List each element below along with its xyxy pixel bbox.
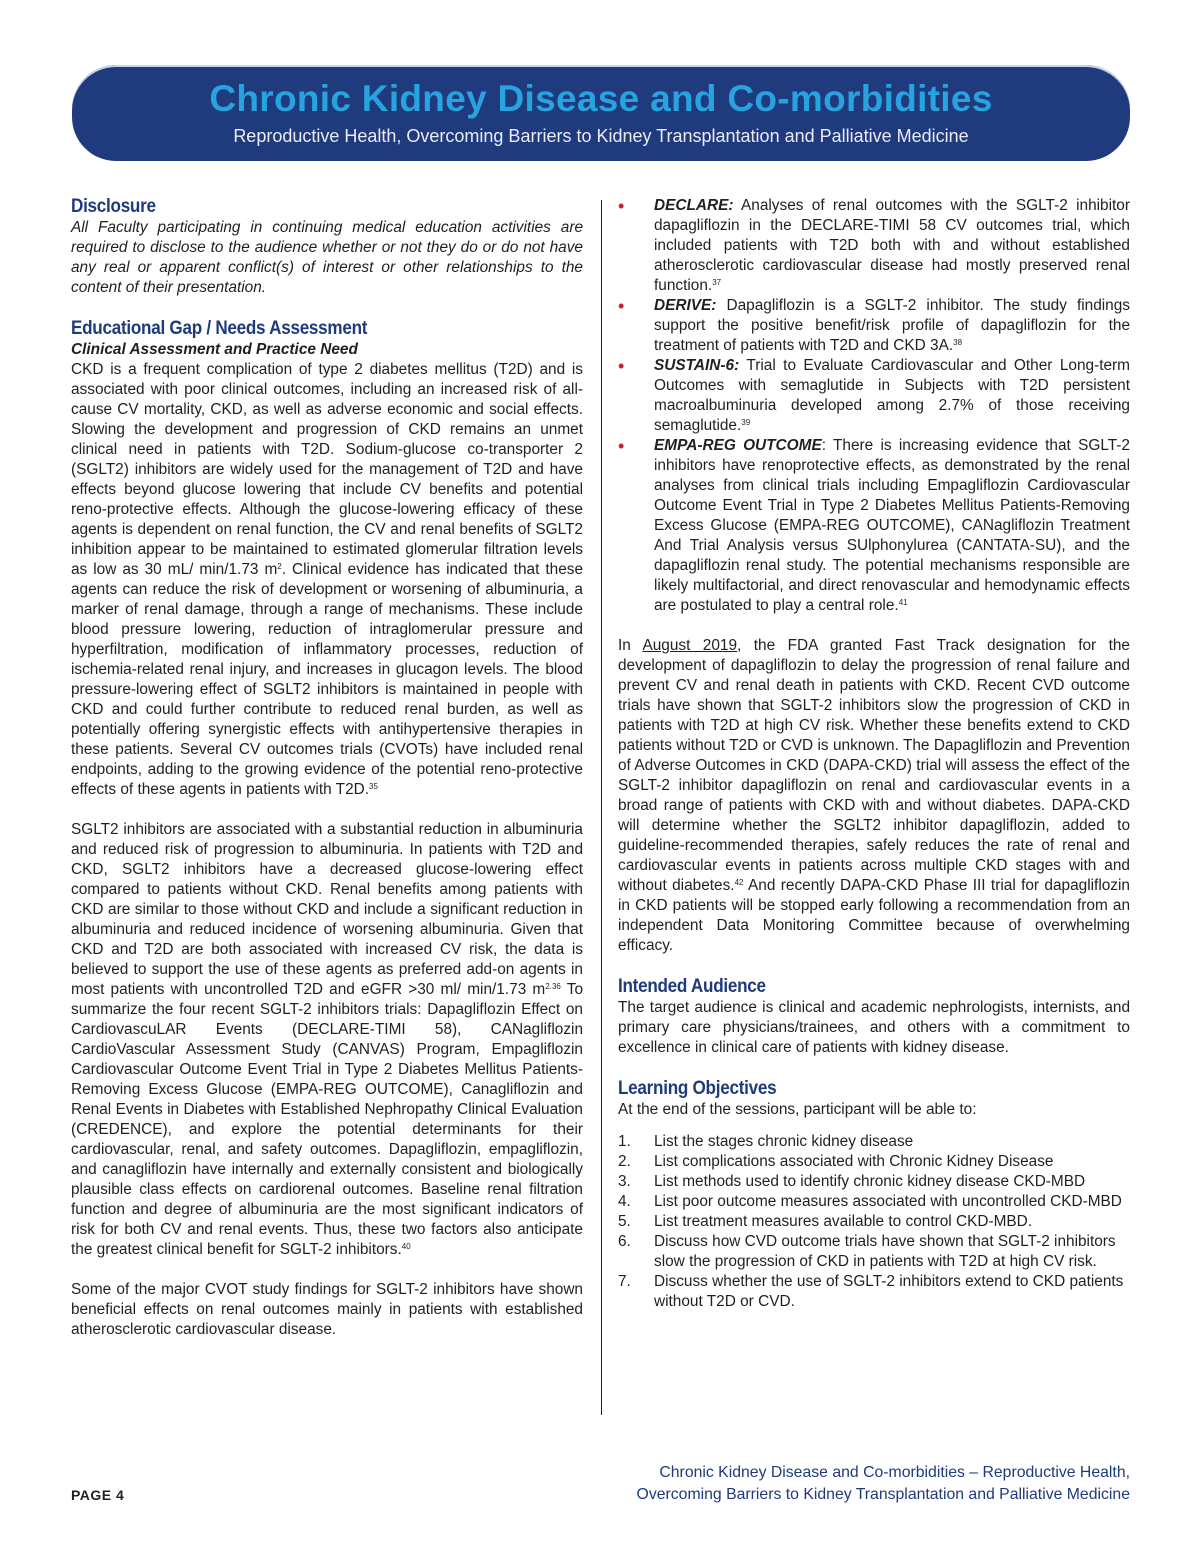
gap-heading: Educational Gap / Needs Assessment [71,318,368,339]
list-item: 7. Discuss whether the use of SGLT-2 inhibitors extend to CKD patients without T2D or CVD. [618,1273,1124,1310]
footer-line-1: Chronic Kidney Disease and Co-morbidities – Reproductive Health, [659,1464,1130,1481]
audience-heading: Intended Audience [618,976,766,997]
fda-paragraph: In August 2019, the FDA granted Fast Track designation for the development of dapagliflozin to delay the progression of renal failure and prevent CV and renal death in patients with CKD. Recent CVD outcome trials have shown that SGLT-2 inhibitors slow the progression of CKD in patients with T2D at high CV risk. Whether these benefits extend to CKD patients without T2D or CVD is unknown. The Dapagliflozin and Prevention of Adverse Outcomes in CKD (DAPA-CKD) trial will assess the effect of the SGLT-2 inhibitor dapagliflozin on renal and cardiovascular events in a broad range of patients with CKD with and without diabetes. DAPA-CKD will determine whether the SGLT2 inhibitor dapagliflozin, added to guideline-recommended therapies, safely reduces the rate of renal and cardiovascular events in patients across multiple CKD stages with and without diabetes.$^{42}$ And recently DAPA-CKD Phase III trial for dapagliflozin in CKD patients will be stopped early following a recommendation from an independent Data Monitoring Committee because of overwhelming efficacy. [618,637,1130,954]
august-2019-link[interactable]: August 2019 [642,637,738,654]
list-item: • SUSTAIN-6: Trial to Evaluate Cardiovascular and Other Long-term Outcomes with semaglutide in Subjects with T2D persistent macroalbuminuria developed among 2.7% of those receiving semaglutide.$^{39}$ [618,356,1130,436]
disclosure-text: All Faculty participating in continuing medical education activities are required to disclose to the audience whether or not they do or do not have any real or apparent conflict(s) of interest or other relationships to the content of their presentation. [71,219,583,296]
right-column [618,196,1130,1312]
disclosure-heading: Disclosure [71,196,156,217]
page-subtitle: Reproductive Health, Overcoming Barriers to Kidney Transplantation and Palliative Medicine [233,126,969,146]
gap-paragraph-2: SGLT2 inhibitors are associated with a substantial reduction in albuminuria and reduced risk of progression to albuminuria. In patients with T2D and CKD, SGLT2 inhibitors have a decreased glucose-lowering effect compared to patients without CKD. Renal benefits among patients with CKD are similar to those without CKD and include a significant reduction in albuminuria and reduced incidence of worsening albuminuria. Given that CKD and T2D are both associated with increased CV risk, the data is believed to support the use of these agents as preferred add-on agents in most patients with uncontrolled T2D and eGFR >30 ml/ min/1.73 $m^{2.36}$ To summarize the four recent SGLT-2 inhibitors trials: Dapagliflozin Effect on CardiovascuLAR Events (DECLARE-TIMI 58), CANagliflozin CardioVascular Assessment Study (CANVAS) Program, Empagliflozin Cardiovascular Outcome Event Trial in Type 2 Diabetes Mellitus Patients-Removing Excess Glucose (EMPA-REG OUTCOME), Canagliflozin and Renal Events in Diabetes with Established Nephropathy Clinical Evaluation (CREDENCE), and explore the potential determinants for their cardiovascular, renal, and safety outcomes. Dapagliflozin, empagliflozin, and canagliflozin have internally and externally consistent and biologically plausible class effects on cardiorenal outcomes. Baseline renal filtration function and degree of albuminuria are the most significant indicators of risk for both CV and renal events. Thus, these two factors also anticipate the greatest clinical benefit for SGLT-2 inhibitors.$^{40}$ [71,821,583,1258]
list-item: • DECLARE: Analyses of renal outcomes with the SGLT-2 inhibitor dapagliflozin in the DECLARE-TIMI 58 CV outcomes trial, which included patients with T2D both with and without established atherosclerotic cardiovascular disease had mostly preserved renal function.$^{37}$ [618,196,1130,296]
page-number: PAGE 4 [71,1487,125,1503]
gap-paragraph-3: Some of the major CVOT study findings for SGLT-2 inhibitors have shown beneficial effects on renal outcomes mainly in patients with established atherosclerotic cardiovascular disease. [71,1281,583,1338]
list-item: 5. List treatment measures available to control CKD-MBD. [618,1213,1033,1230]
objectives-intro: At the end of the sessions, participant will be able to: [618,1101,977,1118]
footer-title [637,1462,1130,1506]
list-item: 3. List methods used to identify chronic kidney disease CKD-MBD [618,1173,1086,1190]
objectives-list [618,1132,1130,1312]
column-divider [601,200,602,1415]
list-item: • DERIVE: Dapagliflozin is a SGLT-2 inhibitor. The study findings support the positive benefit/risk profile of dapagliflozin for the treatment of patients with T2D and CKD 3A.$^{38}$ [618,296,1130,356]
audience-text: The target audience is clinical and academic nephrologists, internists, and primary care physicians/trainees, and others with a commitment to excellence in clinical care of patients with kidney disease. [618,999,1130,1056]
list-item: 2. List complications associated with Chronic Kidney Disease [618,1153,1054,1170]
trial-list [618,196,1130,616]
page-title: Chronic Kidney Disease and Co-morbidities [209,78,993,119]
list-item: 1. List the stages chronic kidney disease [618,1133,914,1150]
gap-paragraph-1: CKD is a frequent complication of type 2 diabetes mellitus (T2D) and is associated with poor clinical outcomes, including an increased risk of all-cause CV mortality, CKD, as well as adverse economic and social effects. Slowing the development and progression of CKD remains an unmet clinical need in patients with T2D. Sodium-glucose co-transporter 2 (SGLT2) inhibitors are widely used for the management of T2D and have effects beyond glucose lowering that include CV benefits and potential reno-protective effects. Although the glucose-lowering efficacy of these agents is dependent on renal function, the CV and renal benefits of SGLT2 inhibition appear to be maintained to estimated glomerular filtration levels as low as 30 mL/ min/1.73 $m^2$. Clinical evidence has indicated that these agents can reduce the risk of development or worsening of albuminuria, a marker of renal damage, through a range of mechanisms. These include blood pressure lowering, reduction of intraglomerular pressure and hyperfiltration, modification of inflammatory processes, reduction of ischemia-related renal injury, and increases in glucagon levels. The blood pressure-lowering effect of SGLT2 inhibitors is maintained in people with CKD and could further contribute to reduced renal burden, as well as potentially offering synergistic effects with antihypertensive therapies in these patients. Several CV outcomes trials (CVOTs) have included renal endpoints, adding to the growing evidence of the potential reno-protective effects of these agents in patients with T2D.$^{35}$ [71,361,584,798]
gap-subheading: Clinical Assessment and Practice Need [71,341,358,358]
list-item: 6. Discuss how CVD outcome trials have shown that SGLT-2 inhibitors slow the progression of CKD in patients with T2D at high CV risk. [618,1233,1116,1270]
title-banner [72,65,1130,161]
footer-line-2: Overcoming Barriers to Kidney Transplantation and Palliative Medicine [636,1486,1130,1503]
list-item: 4. List poor outcome measures associated with uncontrolled CKD-MBD [618,1193,1122,1210]
left-column [71,196,583,1340]
list-item: • EMPA-REG OUTCOME: There is increasing evidence that SGLT-2 inhibitors have renoprotective effects, as demonstrated by the renal analyses from clinical trials including Empagliflozin Cardiovascular Outcome Event Trial in Type 2 Diabetes Mellitus Patients-Removing Excess Glucose (EMPA-REG OUTCOME), CANagliflozin Treatment And Trial Analysis versus SUlphonylurea (CANTATA-SU), and the dapagliflozin renal study. The potential mechanisms responsible are likely multifactorial, and direct renovascular and hemodynamic effects are postulated to play a central role.$^{41}$ [618,436,1130,616]
objectives-heading: Learning Objectives [618,1078,777,1099]
